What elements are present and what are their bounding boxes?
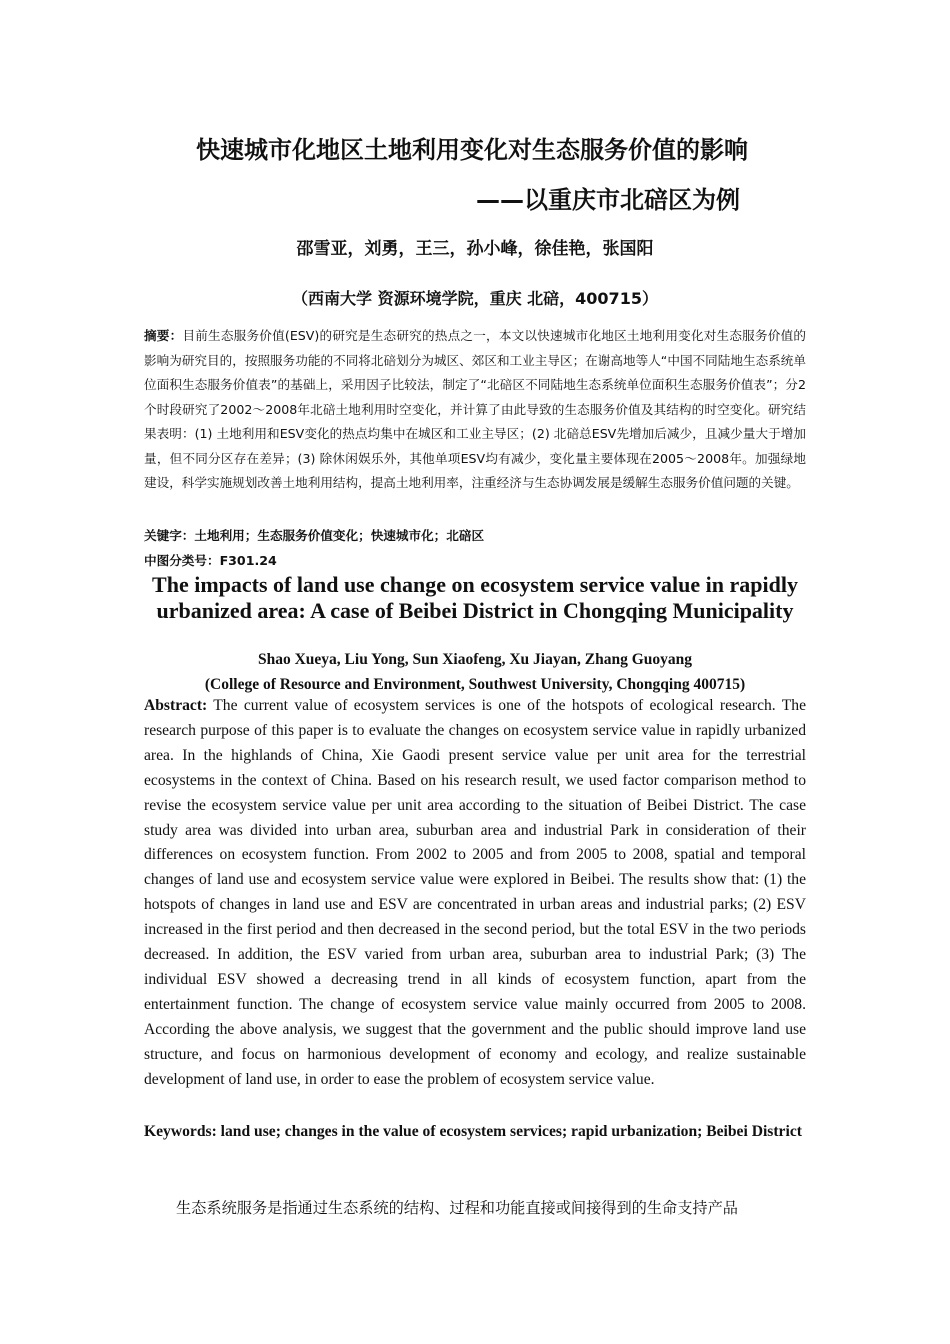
chinese-keywords-text: 土地利用；生态服务价值变化；快速城市化；北碚区	[194, 528, 485, 543]
english-title: The impacts of land use change on ecosystem service value in rapidly urbanized area: A case of Beibei District in Chongqing Municipality	[152, 572, 798, 623]
english-affiliation: (College of Resource and Environment, Southwest University, Chongqing 400715)	[204, 676, 746, 693]
chinese-authors: 邵雪亚，刘勇，王三，孙小峰，徐佳艳，张国阳	[296, 239, 654, 259]
body-paragraph-first-line: 生态系统服务是指通过生态系统的结构、过程和功能直接或间接得到的生命支持产品	[176, 1199, 738, 1217]
chinese-keywords	[144, 524, 484, 548]
chinese-keywords-label: 关键字：	[144, 528, 195, 543]
chinese-abstract-text: 目前生态服务价值(ESV)的研究是生态研究的热点之一，本文以快速城市化地区土地利用变化对生态服务价值的影响为研究目的，按照服务功能的不同将北碚划分为城区、郊区和工业主导区；在谢高地等人“中国不同陆地生态系统单位面积生态服务价值表”的基础上，采用因子比较法，制定了“北碚区不同陆地生态系统单位面积生态服务价值表”；分2个时段研究了2002～2008年北碚土地利用时空变化，并计算了由此导致的生态服务价值及其结构的时空变化。研究结果表明：(1) 土地利用和ESV变化的热点均集中在城区和工业主导区；(2) 北碚总ESV先增加后减少，且减少量大于增加量，但不同分区存在差异；(3) 除休闲娱乐外，其他单项ESV均有减少，变化量主要体现在2005～2008年。加强绿地建设，科学实施规划改善土地利用结构，提高土地利用率，注重经济与生态协调发展是缓解生态服务价值问题的关键。	[144, 328, 807, 490]
english-abstract-label: Abstract:	[144, 697, 208, 714]
english-abstract	[144, 694, 806, 1093]
chinese-abstract-label: 摘要：	[144, 328, 183, 343]
english-keywords-label: Keywords:	[144, 1123, 217, 1140]
chinese-classification-number	[144, 549, 277, 573]
chinese-title-line-1: 快速城市化地区土地利用变化对生态服务价值的影响	[196, 136, 748, 164]
classification-code: F301.24	[219, 553, 277, 568]
english-keywords	[144, 1120, 806, 1145]
chinese-abstract	[144, 324, 806, 496]
chinese-affiliation: （西南大学 资源环境学院，重庆 北碚，400715）	[292, 289, 658, 308]
chinese-title-line-2: ——以重庆市北碚区为例	[476, 186, 740, 214]
english-authors: Shao Xueya, Liu Yong, Sun Xiaofeng, Xu Jiayan, Zhang Guoyang	[258, 651, 692, 668]
classification-label: 中图分类号：	[144, 553, 220, 568]
english-abstract-text: The current value of ecosystem services is one of the hotspots of ecological research. The research purpose of this paper is to evaluate the changes on ecosystem service value in rapidly urbanized area. In the highlands of China, Xie Gaodi present service value per unit area for the terrestrial ecosystems in the context of China. Based on his research result, we used factor comparison method to revise the ecosystem service value per unit area according to the situation of Beibei District. The case study area was divided into urban area, suburban area and industrial Park in consideration of their differences on ecosystem function. From 2002 to 2005 and from 2005 to 2008, spatial and temporal changes of land use and ecosystem service value were explored in Beibei. The results show that: (1) the hotspots of changes in land use and ESV are concentrated in urban areas and industrial parks; (2) ESV increased in the first period and then decreased in the second period, but the total ESV in the two periods decreased. In addition, the ESV varied from urban area, suburban area to industrial Park; (3) The individual ESV showed a decreasing trend in all kinds of ecosystem function, apart from the entertainment function. The change of ecosystem service value mainly occurred from 2005 to 2008. According the above analysis, we suggest that the government and the public should improve land use structure, and focus on harmonious development of economy and ecology, and realize sustainable development of land use, in order to ease the problem of ecosystem service value.	[144, 697, 806, 1088]
english-keywords-text: land use; changes in the value of ecosystem services; rapid urbanization; Beibei District	[220, 1123, 802, 1140]
